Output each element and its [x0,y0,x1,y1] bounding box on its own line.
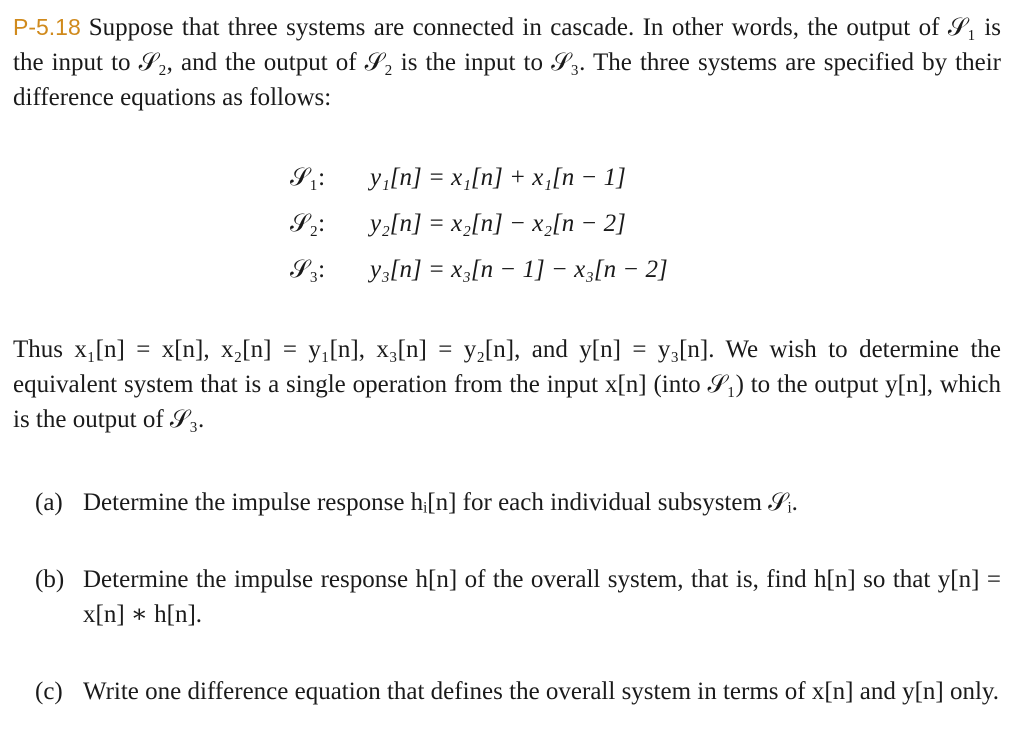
part-a [35,485,1001,520]
equation-body-s2: y₂[n] = x₂[n] − x₂[n − 2] [370,210,626,237]
part-b-label: (b) [35,566,65,593]
part-c [35,674,1001,709]
problem-intro-paragraph [13,10,1001,115]
part-c-text: Write one difference equation that defines the overall system in terms of x[n] and y[n] only. [83,678,1000,705]
equation-label-s3: 𝒮₃: [290,256,326,283]
problem-number: P-5.18 [13,14,81,40]
equation-body-s1: y₁[n] = x₁[n] + x₁[n − 1] [370,164,626,191]
equation-body-s3: y₃[n] = x₃[n − 1] − x₃[n − 2] [370,256,668,283]
problem-middle-paragraph: Thus x₁[n] = x[n], x₂[n] = y₁[n], x₃[n] = y₂[n], and y[n] = y₃[n]. We wish to determine the equivalent system that is a single operation from the input x[n] (into 𝒮₁) to the output y[n], which is the output of 𝒮₃. [13,336,1001,433]
part-b [35,562,1001,632]
equation-label-s2: 𝒮₂: [290,210,326,237]
part-a-label: (a) [35,489,63,516]
equation-label-s1: 𝒮₁: [290,164,326,191]
part-b-text: Determine the impulse response h[n] of the overall system, that is, find h[n] so that y[n] = x[n] ∗ h[n]. [83,566,1001,628]
problem-intro-text: Suppose that three systems are connected in cascade. In other words, the output of 𝒮₁ is the input to 𝒮₂, and the output of 𝒮₂ is the input to 𝒮₃. The three systems are specified by their difference equations as follows: [13,14,1001,111]
part-c-label: (c) [35,678,63,705]
part-a-text: Determine the impulse response hᵢ[n] for each individual subsystem 𝒮ᵢ. [83,489,798,516]
